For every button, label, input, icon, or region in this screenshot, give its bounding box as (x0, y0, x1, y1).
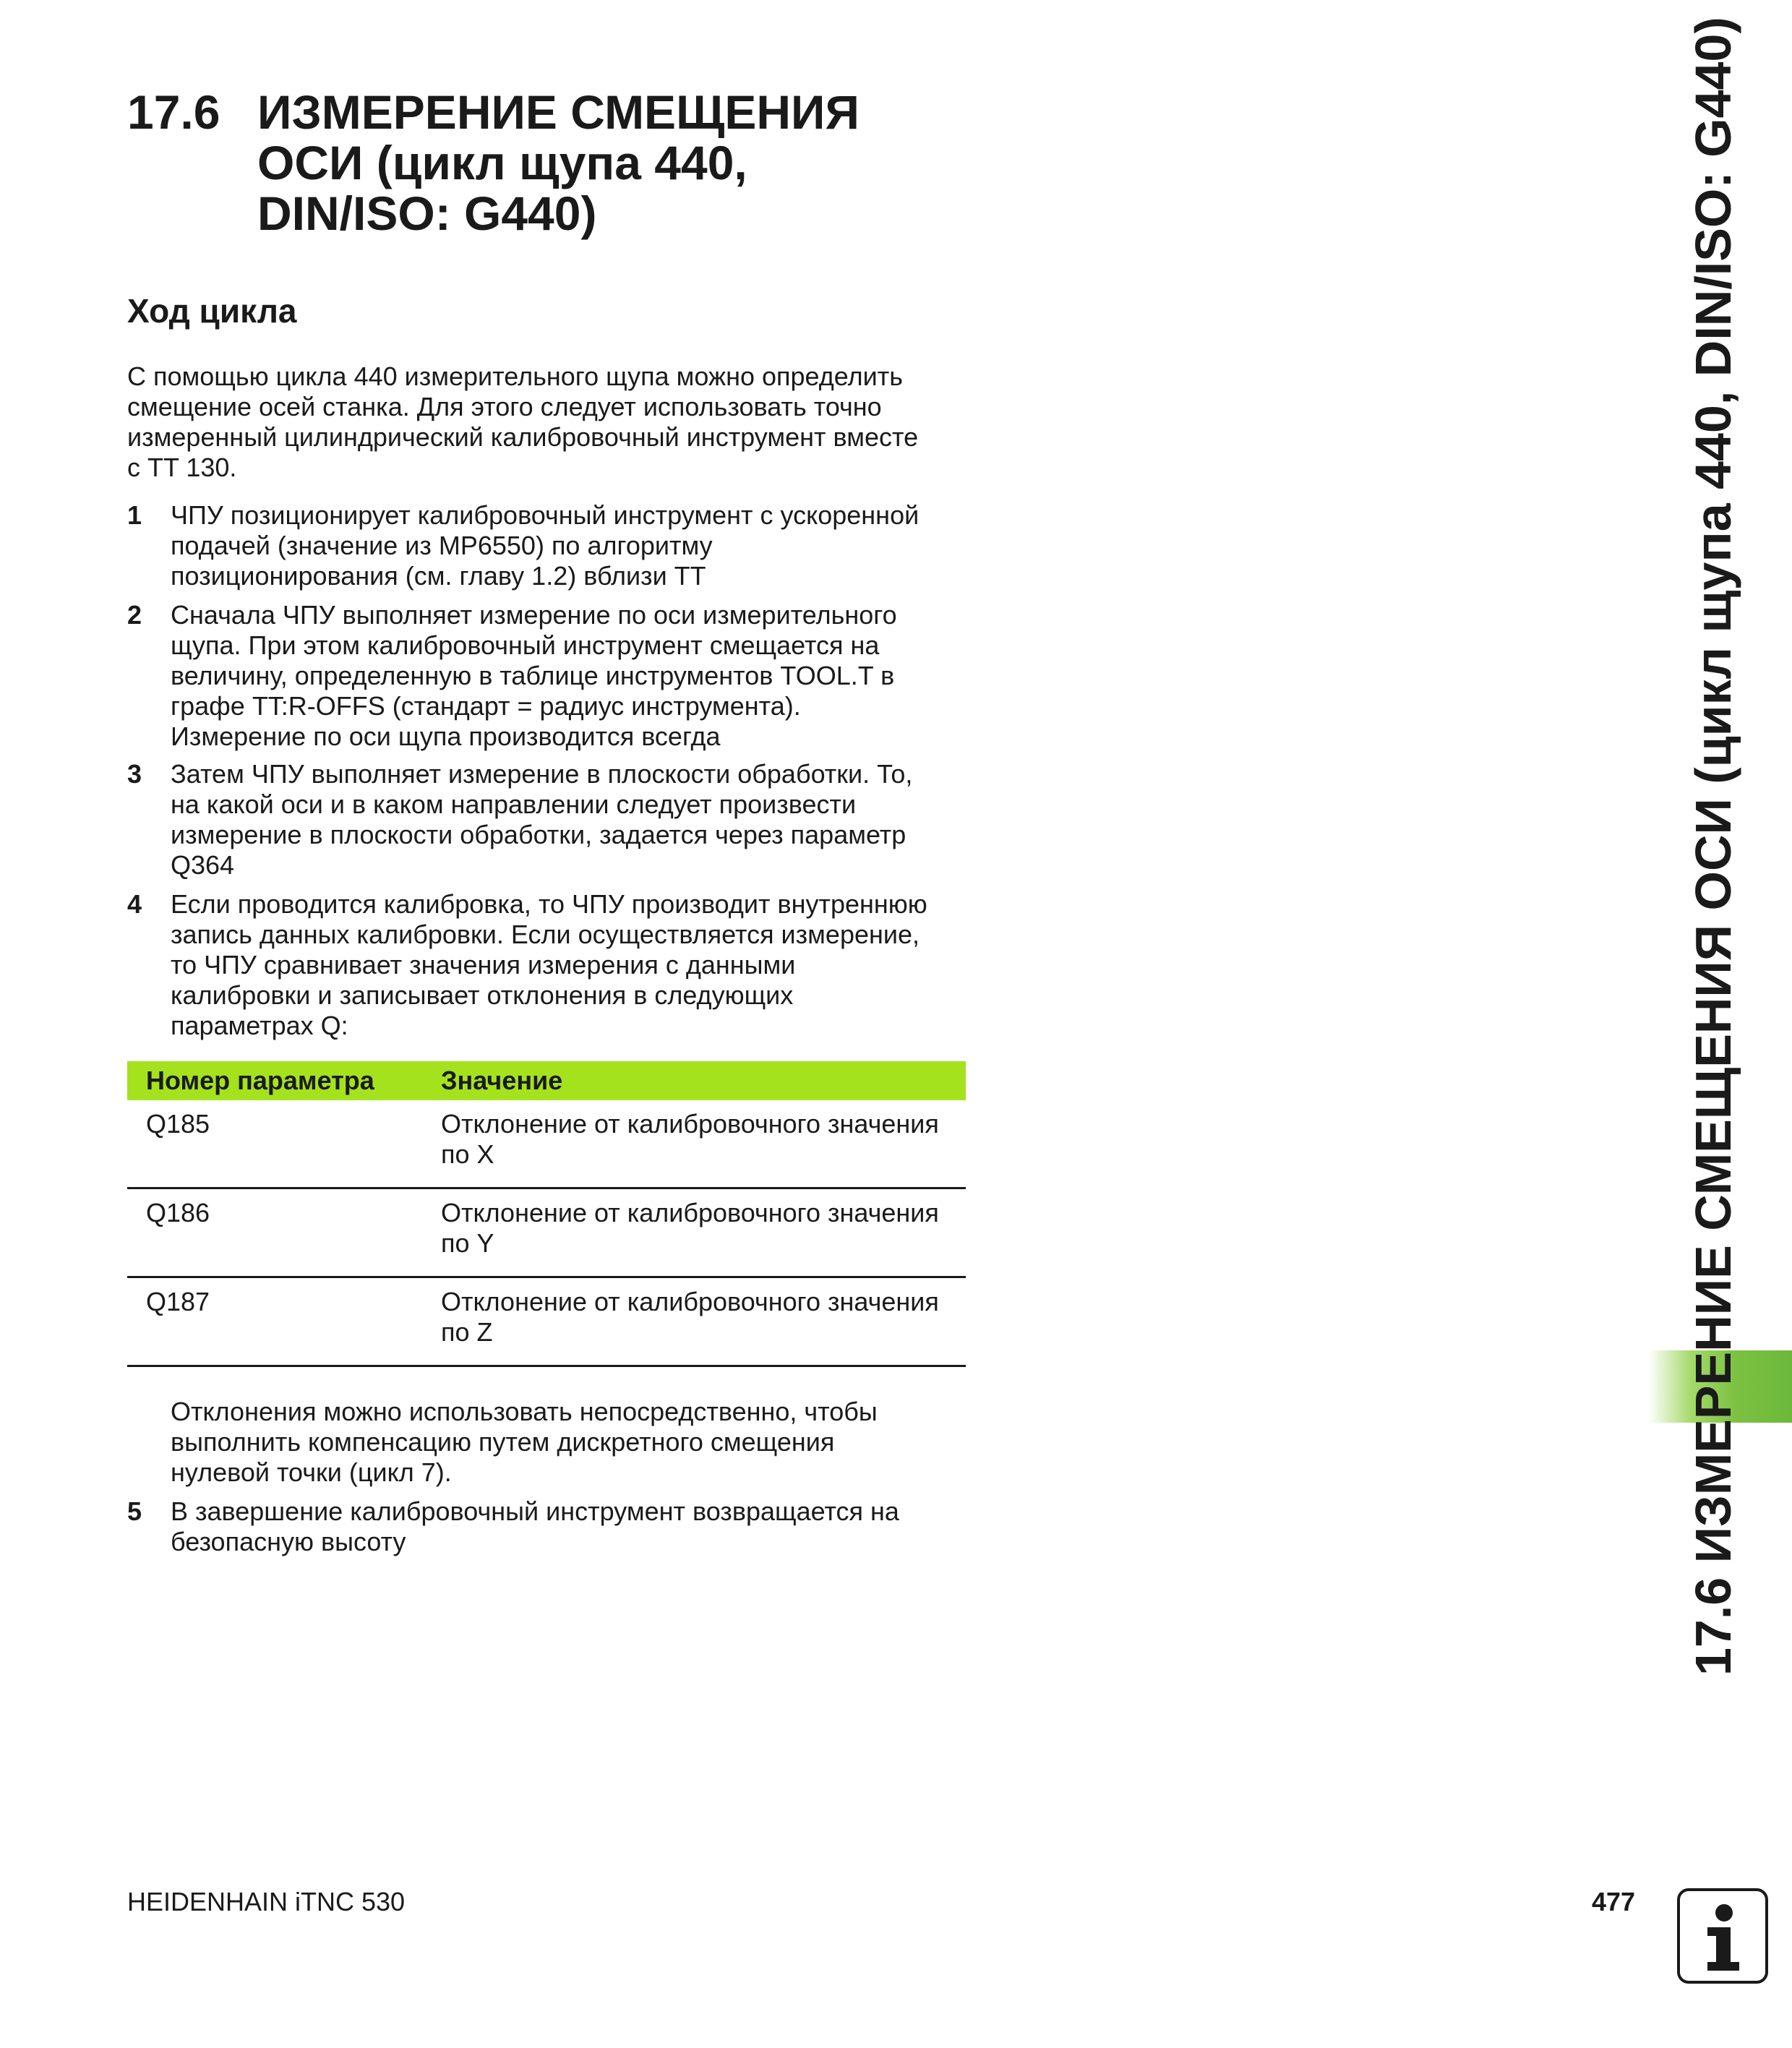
footer-product: HEIDENHAIN iTNC 530 (127, 1887, 406, 1916)
text-line: В завершение калибровочный инструмент возвращается на (171, 1496, 899, 1526)
section-number: 17.6 (127, 85, 220, 139)
table-row (127, 1278, 966, 1367)
step-number: 4 (127, 889, 142, 919)
section-title-line: ОСИ (цикл щупа 440, (257, 136, 747, 189)
text-line: смещение осей станка. Для этого следует использовать точно (127, 392, 882, 421)
step-number: 5 (127, 1496, 142, 1526)
text-line: Отклонения можно использовать непосредственно, чтобы (171, 1397, 878, 1426)
text-line: величину, определенную в таблице инструментов TOOL.T в (171, 661, 895, 690)
text-line: Затем ЧПУ выполняет измерение в плоскости обработки. То, (171, 759, 913, 789)
text-line: параметрах Q: (171, 1011, 348, 1040)
text-line: нулевой точки (цикл 7). (171, 1457, 452, 1487)
step-text (171, 500, 919, 591)
param-cell: Q187 (146, 1287, 210, 1316)
deviation-note (171, 1397, 1016, 1488)
text-line: Отклонение от калибровочного значения (441, 1287, 939, 1316)
table-header (127, 1061, 966, 1100)
info-icon (1677, 1888, 1768, 1984)
section-title-line: DIN/ISO: G440) (257, 187, 597, 240)
text-line: графе TT:R-OFFS (стандарт = радиус инструмента). (171, 691, 801, 721)
text-line: с TT 130. (127, 453, 237, 482)
value-cell (441, 1287, 939, 1348)
text-line: Измерение по оси щупа производится всегда (171, 721, 721, 751)
text-line: подачей (значение из MP6550) по алгоритму (171, 531, 713, 560)
text-line: Отклонение от калибровочного значения (441, 1198, 939, 1227)
text-line: безопасную высоту (171, 1527, 406, 1556)
text-line: по Z (441, 1317, 493, 1347)
text-line: калибровки и записывает отклонения в следующих (171, 980, 794, 1010)
intro-paragraph (127, 361, 973, 483)
step-text (171, 600, 897, 752)
column-header: Значение (441, 1066, 563, 1095)
page-number: 477 (1592, 1887, 1636, 1916)
value-cell (441, 1198, 939, 1259)
text-line: то ЧПУ сравнивает значения измерения с данными (171, 950, 796, 980)
text-line: по X (441, 1139, 494, 1169)
section-heading (127, 87, 995, 239)
section-title (257, 87, 995, 239)
text-line: по Y (441, 1228, 494, 1258)
text-line: выполнить компенсацию путем дискретного смещения (171, 1427, 835, 1457)
text-line: измерение в плоскости обработки, задается через параметр (171, 820, 906, 849)
value-cell (441, 1109, 939, 1170)
step-number: 3 (127, 759, 142, 789)
text-line: на какой оси и в каком направлении следует произвести (171, 789, 857, 819)
step-text (171, 1496, 899, 1557)
text-line: ЧПУ позиционирует калибровочный инструмент с ускоренной (171, 500, 919, 530)
step-number: 2 (127, 600, 142, 630)
table-row (127, 1100, 966, 1189)
step-text (171, 759, 912, 881)
column-header: Номер параметра (146, 1066, 374, 1095)
text-line: Сначала ЧПУ выполняет измерение по оси измерительного (171, 600, 897, 630)
running-header-vertical: 17.6 ИЗМЕРЕНИЕ СМЕЩЕНИЯ ОСИ (цикл щупа 440, DIN/ISO: G440) (1685, 17, 1741, 1676)
text-line: Если проводится калибровка, то ЧПУ производит внутреннюю (171, 889, 927, 919)
text-line: Отклонение от калибровочного значения (441, 1109, 939, 1139)
step-text (171, 889, 927, 1041)
text-line: измеренный цилиндрический калибровочный инструмент вместе (127, 422, 919, 452)
text-line: запись данных калибровки. Если осуществляется измерение, (171, 920, 920, 949)
param-cell: Q185 (146, 1109, 210, 1139)
text-line: Q364 (171, 850, 235, 880)
param-cell: Q186 (146, 1198, 210, 1227)
section-title-line: ИЗМЕРЕНИЕ СМЕЩЕНИЯ (257, 85, 859, 139)
subsection-title: Ход цикла (127, 292, 297, 330)
table-row (127, 1189, 966, 1278)
step-number: 1 (127, 500, 142, 530)
text-line: С помощью цикла 440 измерительного щупа можно определить (127, 361, 903, 391)
text-line: позиционирования (см. главу 1.2) вблизи TT (171, 561, 706, 591)
text-line: щупа. При этом калибровочный инструмент смещается на (171, 630, 880, 660)
